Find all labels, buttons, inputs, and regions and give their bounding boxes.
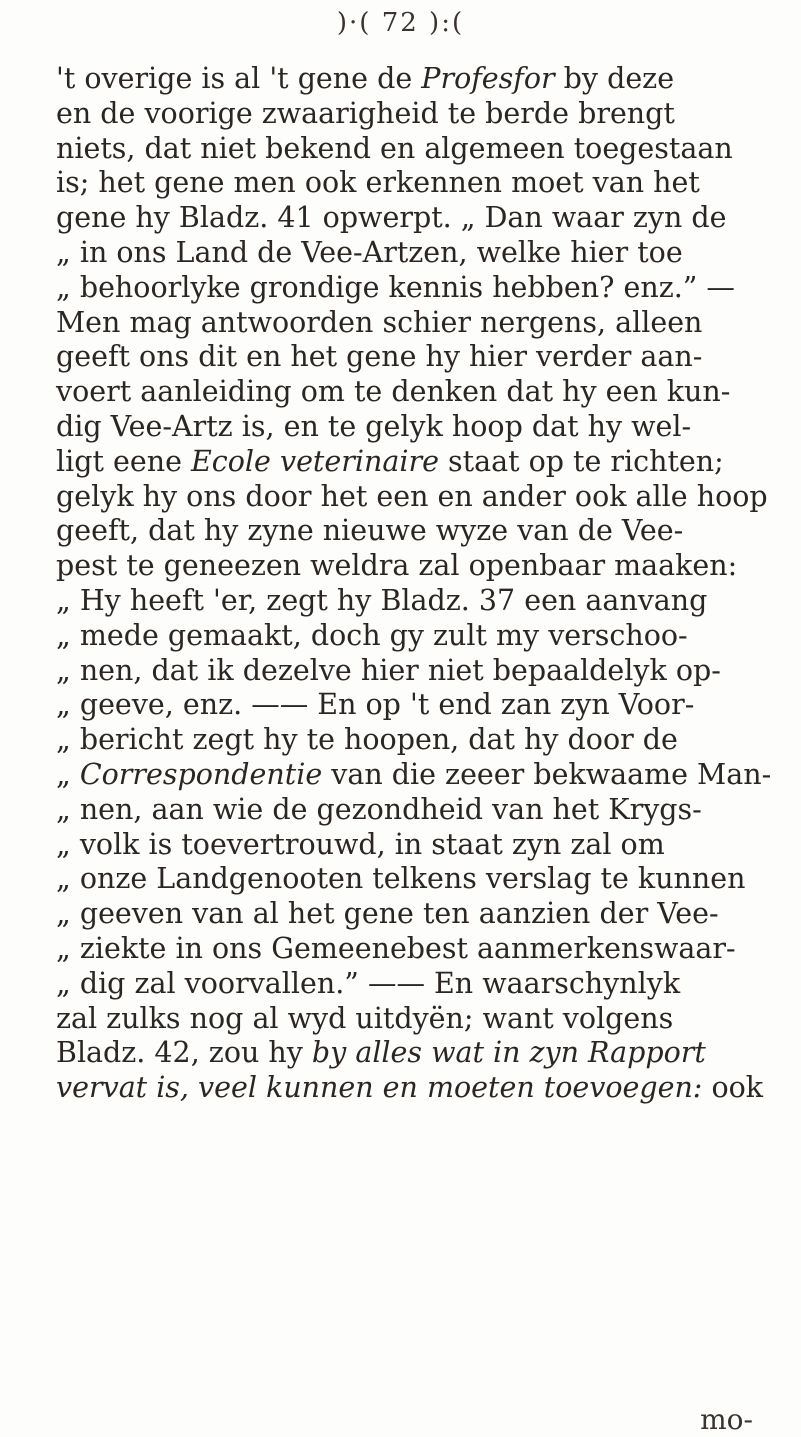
text-line-22: „ nen, aan wie de gezondheid van het Krygs- [56, 792, 702, 826]
text-line-14: geeft, dat hy zyne nieuwe wyze van de Vee- [56, 514, 684, 548]
text-line-10: voert aanleiding om te denken dat hy een kun- [56, 375, 731, 409]
text-line-24: „ onze Landgenooten telkens verslag te kunnen [56, 862, 746, 896]
text-line-23: „ volk is toevertrouwd, in staat zyn zal om [56, 827, 665, 861]
text-line-12: ligt eene Ecole veterinaire staat op te richten; [56, 444, 724, 478]
text-line-21: „ Correspondentie van die zeeer bekwaame Man- [56, 757, 772, 791]
text-line-2: en de voorige zwaarigheid te berde brengt [56, 96, 675, 130]
text-line-18: „ nen, dat ik dezelve hier niet bepaaldelyk op- [56, 653, 721, 687]
text-line-20: „ bericht zegt hy te hoopen, dat hy door de [56, 723, 678, 757]
text-line-25: „ geeven van al het gene ten aanzien der Vee- [56, 897, 719, 931]
italic-word: Correspondentie [79, 757, 323, 791]
text-line-15: pest te geneezen weldra zal openbaar maaken: [56, 549, 738, 583]
catchword: mo- [700, 1403, 753, 1436]
text-line-19: „ geeve, enz. —— En op 't end zan zyn Voor- [56, 688, 695, 722]
text-line-16: „ Hy heeft 'er, zegt hy Bladz. 37 een aanvang [56, 583, 708, 617]
text-line-7: „ behoorlyke grondige kennis hebben? enz.” — [56, 270, 735, 304]
running-head-page-number: )·( 72 ):( [336, 8, 465, 38]
text-line-3: niets, dat niet bekend en algemeen toegestaan [56, 131, 733, 165]
text-line-30: vervat is, veel kunnen en moeten toevoegen: ook [56, 1071, 764, 1105]
text-line-8: Men mag antwoorden schier nergens, alleen [56, 305, 703, 339]
text-line-6: „ in ons Land de Vee-Artzen, welke hier toe [56, 235, 683, 269]
text-line-1: 't overige is al 't gene de Profesfor by deze [56, 62, 675, 95]
text-line-5: gene hy Bladz. 41 opwerpt. „ Dan waar zyn de [56, 201, 727, 235]
text-line-29: Bladz. 42, zou hy by alles wat in zyn Rapport [56, 1036, 706, 1070]
text-line-11: dig Vee-Artz is, en te gelyk hoop dat hy wel- [56, 409, 692, 443]
text-line-28: zal zulks nog al wyd uitdyën; want volgens [56, 1001, 674, 1035]
text-line-9: geeft ons dit en het gene hy hier verder aan- [56, 340, 703, 374]
italic-phrase: by alles wat in zyn Rapport [311, 1036, 706, 1070]
text-line-4: is; het gene men ook erkennen moet van het [56, 166, 700, 200]
text-line-26: „ ziekte in ons Gemeenebest aanmerkenswaar- [56, 931, 736, 965]
italic-word: Profesfor [421, 62, 555, 95]
text-line-13: gelyk hy ons door het een en ander ook alle hoop [56, 479, 768, 513]
text-line-17: „ mede gemaakt, doch gy zult my verschoo- [56, 618, 688, 652]
italic-phrase: vervat is, veel kunnen en moeten toevoegen: [56, 1071, 703, 1105]
italic-phrase: Ecole veterinaire [191, 444, 439, 478]
body-text [56, 62, 772, 1106]
text-line-27: „ dig zal voorvallen.” —— En waarschynlyk [56, 966, 681, 1000]
